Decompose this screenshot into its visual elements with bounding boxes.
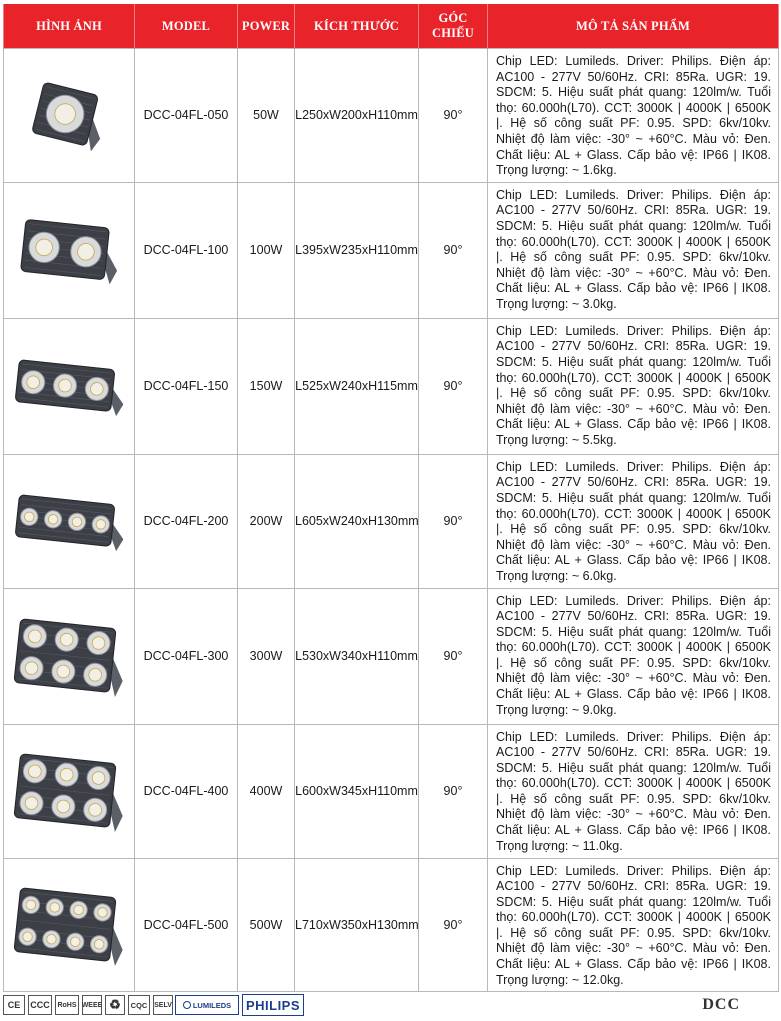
floodlight-image bbox=[14, 746, 124, 836]
product-description: Chip LED: Lumileds. Driver: Philips. Điện áp: AC100 - 277V 50/60Hz. CRI: 85Ra. UGR: 19. SDCM: 5. Hiệu suất phát quang: 120lm/w. Tuổi thọ: 60.000h(L70). CCT: 3000K | 4000K | 6500K |. Hệ số công suất PF: 0.95. SPD: 6kv/10kv. Nhiệt độ làm việc: -30° ~ +60°C. Màu vỏ: Đen. Chất liệu: AL + Glass. Cấp bảo vệ: IP66 | IK08. Trọng lượng: ~ 5.5kg. bbox=[488, 318, 779, 454]
table-header bbox=[4, 4, 779, 49]
table-row bbox=[4, 454, 779, 588]
product-model: DCC-04FL-500 bbox=[135, 858, 238, 992]
product-model: DCC-04FL-150 bbox=[135, 318, 238, 454]
product-image-cell bbox=[4, 49, 135, 183]
ccc-mark: CCC bbox=[28, 995, 52, 1015]
header-size: KÍCH THƯỚC bbox=[295, 4, 419, 49]
product-size: L395xW235xH110mm bbox=[295, 182, 419, 318]
cqc-mark: CQC bbox=[128, 995, 150, 1015]
philips-logo: PHILIPS bbox=[242, 994, 304, 1016]
table-row bbox=[4, 724, 779, 858]
product-size: L600xW345xH110mm bbox=[295, 724, 419, 858]
recycle-icon: ♻ bbox=[105, 995, 125, 1015]
product-power: 100W bbox=[238, 182, 295, 318]
floodlight-image bbox=[14, 341, 124, 431]
product-model: DCC-04FL-050 bbox=[135, 49, 238, 183]
header-desc: MÔ TẢ SẢN PHẨM bbox=[488, 4, 779, 49]
footer bbox=[3, 993, 778, 1019]
floodlight-image bbox=[14, 476, 124, 566]
product-model: DCC-04FL-200 bbox=[135, 454, 238, 588]
product-power: 50W bbox=[238, 49, 295, 183]
product-image-cell bbox=[4, 318, 135, 454]
header-angle: GÓC CHIẾU bbox=[419, 4, 488, 49]
ce-mark: CE bbox=[3, 995, 25, 1015]
weee-bin-icon: WEEE bbox=[82, 995, 102, 1015]
floodlight-image bbox=[14, 880, 124, 970]
rohs-mark: RoHS bbox=[55, 995, 79, 1015]
product-image-cell bbox=[4, 454, 135, 588]
product-angle: 90° bbox=[419, 858, 488, 992]
floodlight-image bbox=[14, 70, 124, 160]
product-size: L530xW340xH110mm bbox=[295, 588, 419, 724]
product-image-cell bbox=[4, 588, 135, 724]
product-power: 150W bbox=[238, 318, 295, 454]
table-row bbox=[4, 182, 779, 318]
product-description: Chip LED: Lumileds. Driver: Philips. Điện áp: AC100 - 277V 50/60Hz. CRI: 85Ra. UGR: 19. SDCM: 5. Hiệu suất phát quang: 120lm/w. Tuổi thọ: 60.000h(L70). CCT: 3000K | 4000K | 6500K |. Hệ số công suất PF: 0.95. SPD: 6kv/10kv. Nhiệt độ làm việc: -30° ~ +60°C. Màu vỏ: Đen. Chất liệu: AL + Glass. Cấp bảo vệ: IP66 | IK08. Trọng lượng: ~ 6.0kg. bbox=[488, 454, 779, 588]
product-size: L605xW240xH130mm bbox=[295, 454, 419, 588]
table-row bbox=[4, 858, 779, 992]
table-row bbox=[4, 588, 779, 724]
product-power: 200W bbox=[238, 454, 295, 588]
product-image-cell bbox=[4, 858, 135, 992]
product-image-cell bbox=[4, 182, 135, 318]
product-size: L525xW240xH115mm bbox=[295, 318, 419, 454]
product-size: L710xW350xH130mm bbox=[295, 858, 419, 992]
table-row bbox=[4, 318, 779, 454]
table-row bbox=[4, 49, 779, 183]
product-power: 400W bbox=[238, 724, 295, 858]
lumileds-logo: LUMILEDS bbox=[175, 995, 239, 1015]
product-angle: 90° bbox=[419, 454, 488, 588]
product-power: 500W bbox=[238, 858, 295, 992]
product-model: DCC-04FL-100 bbox=[135, 182, 238, 318]
header-power: POWER bbox=[238, 4, 295, 49]
header-model: MODEL bbox=[135, 4, 238, 49]
spec-table bbox=[3, 4, 779, 992]
floodlight-image bbox=[14, 611, 124, 701]
floodlight-image bbox=[14, 205, 124, 295]
product-image-cell bbox=[4, 724, 135, 858]
product-description: Chip LED: Lumileds. Driver: Philips. Điện áp: AC100 - 277V 50/60Hz. CRI: 85Ra. UGR: 19. SDCM: 5. Hiệu suất phát quang: 120lm/w. Tuổi thọ: 60.000h(L70). CCT: 3000K | 4000K | 6500K |. Hệ số công suất PF: 0.95. SPD: 6kv/10kv. Nhiệt độ làm việc: -30° ~ +60°C. Màu vỏ: Đen. Chất liệu: AL + Glass. Cấp bảo vệ: IP66 | IK08. Trọng lượng: ~ 9.0kg. bbox=[488, 588, 779, 724]
product-size: L250xW200xH110mm bbox=[295, 49, 419, 183]
product-description: Chip LED: Lumileds. Driver: Philips. Điện áp: AC100 - 277V 50/60Hz. CRI: 85Ra. UGR: 19. SDCM: 5. Hiệu suất phát quang: 120lm/w. Tuổi thọ: 60.000h(L70). CCT: 3000K | 4000K | 6500K |. Hệ số công suất PF: 0.95. SPD: 6kv/10kv. Nhiệt độ làm việc: -30° ~ +60°C. Màu vỏ: Đen. Chất liệu: AL + Glass. Cấp bảo vệ: IP66 | IK08. Trọng lượng: ~ 1.6kg. bbox=[488, 49, 779, 183]
product-power: 300W bbox=[238, 588, 295, 724]
product-angle: 90° bbox=[419, 318, 488, 454]
product-angle: 90° bbox=[419, 724, 488, 858]
product-model: DCC-04FL-300 bbox=[135, 588, 238, 724]
lumileds-icon bbox=[183, 1001, 191, 1009]
product-angle: 90° bbox=[419, 49, 488, 183]
product-description: Chip LED: Lumileds. Driver: Philips. Điện áp: AC100 - 277V 50/60Hz. CRI: 85Ra. UGR: 19. SDCM: 5. Hiệu suất phát quang: 120lm/w. Tuổi thọ: 60.000h(L70). CCT: 3000K | 4000K | 6500K |. Hệ số công suất PF: 0.95. SPD: 6kv/10kv. Nhiệt độ làm việc: -30° ~ +60°C. Màu vỏ: Đen. Chất liệu: AL + Glass. Cấp bảo vệ: IP66 | IK08. Trọng lượng: ~ 3.0kg. bbox=[488, 182, 779, 318]
product-description: Chip LED: Lumileds. Driver: Philips. Điện áp: AC100 - 277V 50/60Hz. CRI: 85Ra. UGR: 19. SDCM: 5. Hiệu suất phát quang: 120lm/w. Tuổi thọ: 60.000h(L70). CCT: 3000K | 4000K | 6500K |. Hệ số công suất PF: 0.95. SPD: 6kv/10kv. Nhiệt độ làm việc: -30° ~ +60°C. Màu vỏ: Đen. Chất liệu: AL + Glass. Cấp bảo vệ: IP66 | IK08. Trọng lượng: ~ 12.0kg. bbox=[488, 858, 779, 992]
selv-mark: SELV bbox=[153, 995, 173, 1015]
header-image: HÌNH ẢNH bbox=[4, 4, 135, 49]
product-description: Chip LED: Lumileds. Driver: Philips. Điện áp: AC100 - 277V 50/60Hz. CRI: 85Ra. UGR: 19. SDCM: 5. Hiệu suất phát quang: 120lm/w. Tuổi thọ: 60.000h(L70). CCT: 3000K | 4000K | 6500K |. Hệ số công suất PF: 0.95. SPD: 6kv/10kv. Nhiệt độ làm việc: -30° ~ +60°C. Màu vỏ: Đen. Chất liệu: AL + Glass. Cấp bảo vệ: IP66 | IK08. Trọng lượng: ~ 11.0kg. bbox=[488, 724, 779, 858]
product-angle: 90° bbox=[419, 182, 488, 318]
product-angle: 90° bbox=[419, 588, 488, 724]
dcc-logo: DCC bbox=[702, 996, 740, 1013]
product-model: DCC-04FL-400 bbox=[135, 724, 238, 858]
